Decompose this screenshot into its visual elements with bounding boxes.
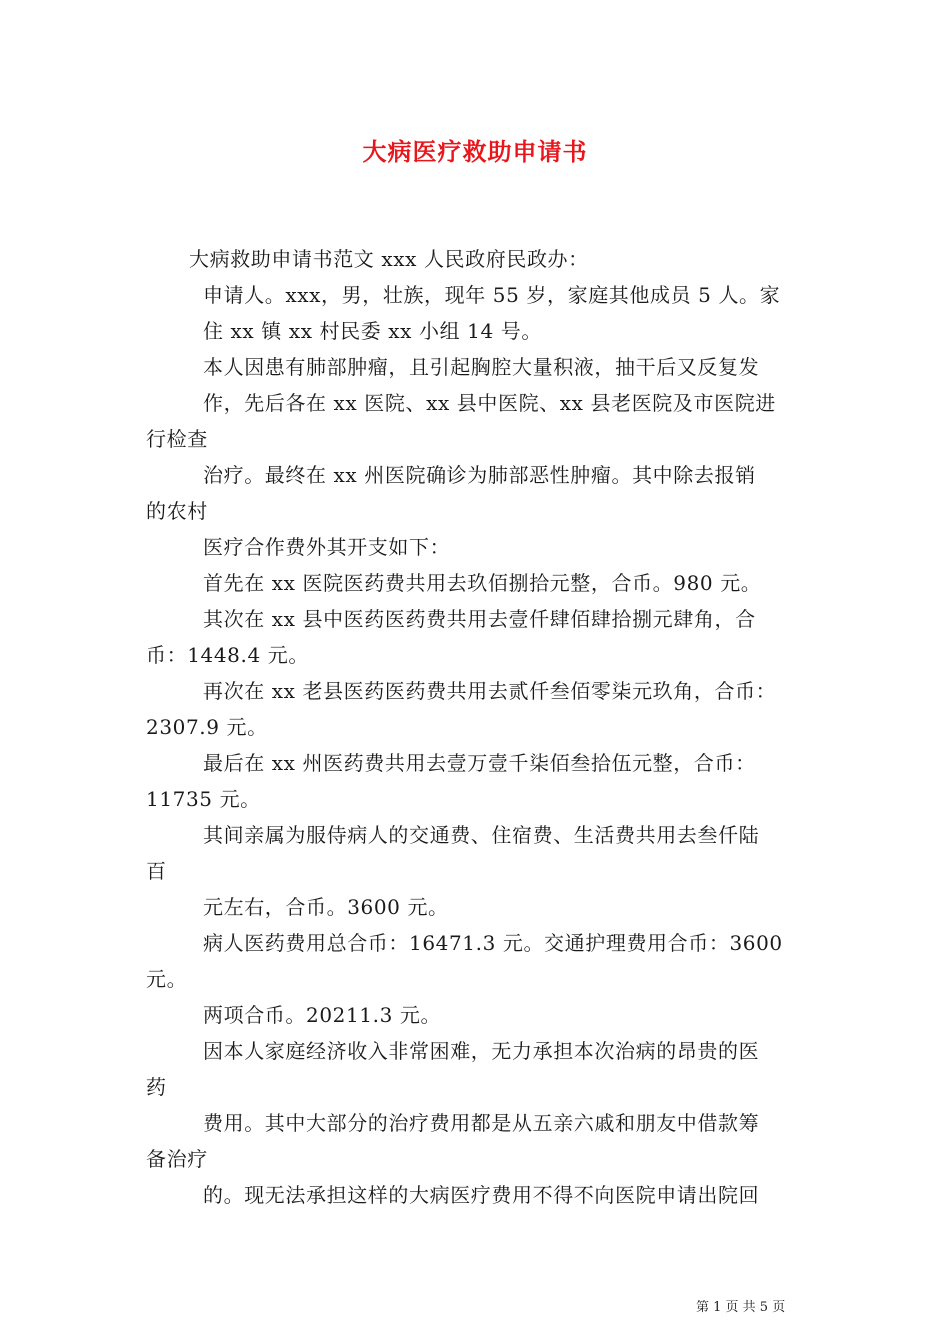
body-line: 再次在 xx 老县医药医药费共用去贰仟叁佰零柒元玖角，合币： bbox=[203, 679, 777, 703]
body-line: 币：1448.4 元。 bbox=[146, 643, 309, 667]
body-line: 治疗。最终在 xx 州医院确诊为肺部恶性肿瘤。其中除去报销 bbox=[203, 463, 756, 487]
body-line: 住 xx 镇 xx 村民委 xx 小组 14 号。 bbox=[203, 319, 542, 343]
body-line: 申请人。xxx，男，壮族，现年 55 岁，家庭其他成员 5 人。家 bbox=[203, 283, 781, 307]
body-line: 百 bbox=[146, 859, 167, 883]
body-line: 费用。其中大部分的治疗费用都是从五亲六戚和朋友中借款筹 bbox=[203, 1111, 760, 1135]
body-line: 元。 bbox=[146, 967, 188, 991]
body-line: 药 bbox=[146, 1075, 167, 1099]
body-line: 的农村 bbox=[146, 499, 208, 523]
body-line: 因本人家庭经济收入非常困难，无力承担本次治病的昂贵的医 bbox=[203, 1039, 760, 1063]
body-line: 作，先后各在 xx 医院、xx 县中医院、xx 县老医院及市医院进 bbox=[203, 391, 776, 415]
body-line: 两项合币。20211.3 元。 bbox=[203, 1003, 442, 1027]
body-line: 11735 元。 bbox=[146, 787, 261, 811]
body-line: 首先在 xx 医院医药费共用去玖佰捌拾元整，合币。980 元。 bbox=[203, 571, 762, 595]
body-line: 病人医药费用总合币：16471.3 元。交通护理费用合币：3600 bbox=[203, 931, 783, 955]
body-line: 本人因患有肺部肿瘤，且引起胸腔大量积液，抽干后又反复发 bbox=[203, 355, 760, 379]
body-line: 元左右，合币。3600 元。 bbox=[203, 895, 449, 919]
body-line: 大病救助申请书范文 xxx 人民政府民政办： bbox=[189, 247, 589, 271]
body-line: 备治疗 bbox=[146, 1147, 208, 1171]
body-line: 医疗合作费外其开支如下： bbox=[203, 535, 451, 559]
document-title: 大病医疗救助申请书 bbox=[362, 137, 588, 166]
body-line: 其间亲属为服侍病人的交通费、住宿费、生活费共用去叁仟陆 bbox=[203, 823, 760, 847]
body-line: 的。现无法承担这样的大病医疗费用不得不向医院申请出院回 bbox=[203, 1183, 760, 1207]
body-line: 2307.9 元。 bbox=[146, 715, 268, 739]
body-line: 行检查 bbox=[146, 427, 208, 451]
body-line: 其次在 xx 县中医药医药费共用去壹仟肆佰肆拾捌元肆角，合 bbox=[203, 607, 756, 631]
body-line: 最后在 xx 州医药费共用去壹万壹千柒佰叁拾伍元整，合币： bbox=[203, 751, 756, 775]
page-number: 第 1 页 共 5 页 bbox=[696, 1300, 786, 1315]
